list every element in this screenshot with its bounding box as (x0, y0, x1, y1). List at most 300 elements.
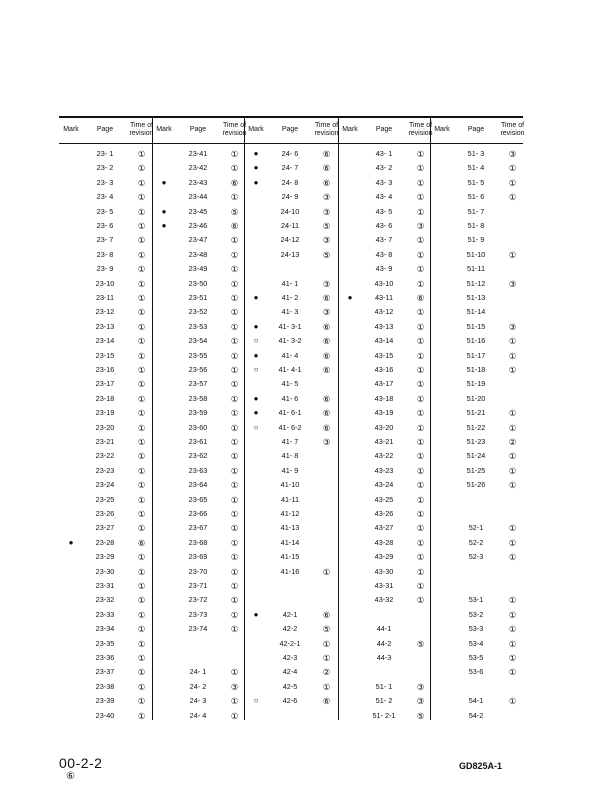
table-row (244, 349, 337, 363)
table-row (338, 622, 431, 636)
page-cell: 51-21 (466, 408, 486, 418)
header-mark: Mark (156, 126, 172, 133)
table-row (244, 277, 337, 291)
page-cell (454, 680, 498, 694)
revision-cell: ① (416, 163, 425, 174)
page-cell: 23-42 (188, 163, 208, 173)
revision-cell: ⑤ (416, 638, 425, 649)
revision-mark (430, 277, 454, 291)
revision-mark (152, 507, 176, 521)
table-row (244, 507, 337, 521)
table-row (59, 219, 152, 233)
revision-cell: ③ (230, 681, 239, 692)
revision-cell: ① (508, 624, 517, 635)
page-cell: 53-4 (468, 638, 484, 648)
revision-mark (152, 406, 176, 420)
revision-mark (152, 305, 176, 319)
table-row (152, 190, 245, 204)
table-row (338, 449, 431, 463)
revision-cell (312, 709, 341, 723)
revision-mark (430, 435, 454, 449)
table-row (59, 291, 152, 305)
table-row (430, 464, 523, 478)
page-number: 00-2-2 (59, 755, 103, 771)
revision-cell: ① (137, 221, 146, 231)
table-row (244, 665, 337, 679)
table-row (244, 637, 337, 651)
revision-cell: ① (508, 336, 517, 347)
table-row (244, 565, 337, 579)
revision-mark (338, 205, 362, 219)
page-cell: 23-14 (95, 336, 115, 346)
page-cell: 23-49 (188, 264, 208, 274)
revision-mark (59, 694, 83, 708)
revision-cell: ① (230, 307, 239, 318)
revision-mark (59, 593, 83, 607)
revision-cell: ② (508, 437, 517, 447)
table-row (244, 305, 337, 319)
table-row (59, 680, 152, 694)
revision-mark (430, 363, 454, 377)
page-cell: 23-12 (95, 307, 115, 317)
revision-cell: ① (137, 408, 146, 419)
page-cell: 51- 2 (375, 696, 393, 706)
table-row (59, 161, 152, 175)
revision-mark (430, 651, 454, 665)
page-cell (362, 665, 406, 679)
revision-mark (338, 665, 362, 679)
revision-cell: ① (137, 264, 146, 275)
table-header-rule (59, 143, 523, 144)
page-cell: 51-24 (466, 451, 486, 461)
page-cell: 23-18 (95, 393, 115, 403)
table-row (59, 277, 152, 291)
revision-mark (59, 147, 83, 161)
table-row (430, 190, 523, 204)
revision-cell: ① (137, 710, 146, 721)
page-cell (268, 262, 312, 276)
page-cell: 51-12 (466, 278, 486, 288)
table-row (338, 406, 431, 420)
table-row (152, 709, 245, 723)
page-cell: 41-16 (280, 566, 300, 576)
revision-cell: ① (137, 494, 146, 505)
revision-mark (430, 507, 454, 521)
revision-cell: ⑥ (322, 321, 331, 332)
revision-cell: ① (508, 638, 517, 649)
table-row (152, 349, 245, 363)
revision-cell: ⑥ (322, 696, 331, 707)
revision-cell: ① (230, 494, 239, 505)
revision-cell: ⑥ (322, 422, 331, 433)
table-row (152, 161, 245, 175)
revision-cell: ① (137, 393, 146, 404)
revision-cell: ① (508, 653, 517, 663)
table-row (59, 579, 152, 593)
revision-cell: ① (137, 321, 146, 332)
table-row (152, 392, 245, 406)
revision-mark (244, 507, 268, 521)
revision-mark (430, 680, 454, 694)
revision-cell: ⑥ (322, 350, 331, 361)
revision-cell: ① (137, 523, 146, 534)
revision-cell: ① (508, 609, 517, 620)
revision-mark (59, 305, 83, 319)
revision-mark (430, 190, 454, 204)
page-cell: 51- 6 (467, 192, 485, 202)
revision-mark (338, 435, 362, 449)
table-row (244, 334, 337, 348)
page-cell: 42-6 (282, 696, 298, 706)
revision-cell: ① (137, 566, 146, 577)
revision-cell (312, 536, 341, 550)
revision-cell: ① (230, 696, 239, 707)
revision-cell (498, 219, 527, 233)
revision-mark (430, 622, 454, 636)
page-cell: 23-74 (188, 624, 208, 634)
page-cell: 23- 1 (96, 149, 114, 158)
page-cell: 42-4 (282, 667, 298, 677)
page-cell (176, 637, 220, 651)
table-row (338, 478, 431, 492)
revision-cell: ① (230, 408, 239, 419)
revision-mark (152, 694, 176, 708)
table-row (430, 205, 523, 219)
revision-mark (338, 579, 362, 593)
table-row (152, 363, 245, 377)
revision-mark (152, 291, 176, 305)
revision-cell: ① (230, 336, 239, 347)
table-row (338, 305, 431, 319)
page-cell: 23-36 (95, 653, 115, 662)
table-row (244, 622, 337, 636)
table-row (152, 277, 245, 291)
page-cell: 44-1 (376, 624, 392, 634)
revision-mark: ● (253, 163, 259, 173)
revision-cell: ① (416, 379, 425, 390)
revision-cell: ① (416, 595, 425, 606)
revision-cell: ① (230, 624, 239, 635)
revision-cell: ① (230, 321, 239, 332)
revision-cell: ① (322, 638, 331, 649)
page-cell: 23-35 (95, 638, 115, 648)
table-row (244, 435, 337, 449)
revision-cell: ① (508, 163, 517, 174)
revision-mark: ● (253, 177, 259, 187)
revision-mark (244, 579, 268, 593)
revision-cell: ⑤ (416, 710, 425, 721)
revision-cell: ② (322, 667, 331, 678)
table-row (338, 579, 431, 593)
revision-cell: ① (137, 696, 146, 707)
table-row (430, 248, 523, 262)
table-row (152, 637, 245, 651)
page-cell: 23-68 (188, 537, 208, 547)
revision-mark (244, 478, 268, 492)
revision-cell: ⑥ (137, 537, 146, 548)
revision-cell: ① (508, 552, 517, 563)
revision-cell: ① (230, 293, 239, 303)
page-revision-mark: ⑥ (66, 771, 75, 782)
table-row (338, 694, 431, 708)
model-code: GD825A-1 (459, 761, 503, 771)
revision-cell: ① (416, 350, 425, 361)
revision-mark (59, 493, 83, 507)
table-row (430, 349, 523, 363)
page-cell: 24-10 (280, 206, 300, 216)
revision-mark (59, 205, 83, 219)
page-cell: 43-21 (374, 437, 394, 446)
revision-mark (338, 680, 362, 694)
revision-mark (244, 190, 268, 204)
revision-mark (59, 709, 83, 723)
revision-mark (338, 190, 362, 204)
page-cell: 23-22 (95, 451, 115, 461)
revision-mark (59, 637, 83, 651)
page-cell: 42-5 (282, 681, 298, 691)
revision-cell: ③ (322, 307, 331, 318)
revision-mark (244, 550, 268, 564)
revision-mark (430, 665, 454, 679)
table-row (59, 637, 152, 651)
revision-cell: ⑥ (322, 149, 331, 159)
table-row (152, 579, 245, 593)
revision-mark (244, 680, 268, 694)
table-row (338, 637, 431, 651)
table-row (244, 190, 337, 204)
page-cell: 23-41 (188, 149, 208, 158)
table-row (152, 248, 245, 262)
revision-mark (430, 161, 454, 175)
page-cell: 23-40 (95, 710, 115, 720)
revision-mark (244, 449, 268, 463)
table-row (430, 320, 523, 334)
table-row (152, 464, 245, 478)
page-cell: 23- 9 (96, 264, 114, 274)
page-cell: 43- 6 (375, 221, 393, 230)
page-cell: 54-1 (468, 696, 484, 706)
page-cell: 44-3 (376, 653, 392, 662)
table-row (59, 709, 152, 723)
page-cell: 43-20 (374, 422, 394, 432)
page-cell: 51- 2-1 (372, 710, 396, 720)
table-row (338, 651, 431, 665)
revision-cell: ① (137, 681, 146, 692)
revision-cell: ① (230, 552, 239, 563)
revision-mark (338, 536, 362, 550)
revision-mark (152, 435, 176, 449)
table-row (430, 291, 523, 305)
revision-mark (338, 622, 362, 636)
table-row (338, 709, 431, 723)
revision-mark (430, 421, 454, 435)
revision-cell: ① (508, 696, 517, 707)
revision-cell: ① (230, 595, 239, 606)
table-row (152, 493, 245, 507)
revision-mark (59, 435, 83, 449)
revision-cell (312, 507, 341, 521)
revision-mark (59, 622, 83, 636)
revision-mark (152, 363, 176, 377)
revision-cell: ① (508, 177, 517, 188)
page-cell: 53-6 (468, 667, 484, 677)
table-row (152, 320, 245, 334)
page-cell: 23-26 (95, 509, 115, 518)
page-cell: 23-60 (188, 422, 208, 432)
revision-mark (244, 637, 268, 651)
revision-mark (244, 622, 268, 636)
revision-mark (338, 277, 362, 291)
table-row (430, 651, 523, 665)
table-row (59, 349, 152, 363)
page-cell: 43-19 (374, 408, 394, 418)
page-cell: 51-11 (466, 264, 486, 274)
table-row (430, 665, 523, 679)
page-cell: 51- 7 (467, 206, 485, 216)
revision-cell: ① (137, 149, 146, 159)
table-row (152, 694, 245, 708)
page-cell: 52-1 (468, 523, 484, 533)
table-row (244, 320, 337, 334)
revision-mark (430, 709, 454, 723)
table-row (338, 507, 431, 521)
revision-mark (59, 521, 83, 535)
page-cell: 43-13 (374, 321, 394, 331)
page-cell (268, 579, 312, 593)
revision-mark (244, 493, 268, 507)
page-cell: 23-13 (95, 321, 115, 331)
page-cell: 54-2 (468, 710, 484, 720)
header-page: Page (96, 126, 114, 133)
revision-mark (59, 248, 83, 262)
revision-mark (152, 565, 176, 579)
table-row (338, 550, 431, 564)
revision-cell: ① (137, 163, 146, 174)
revision-cell: ① (416, 235, 425, 246)
table-row (338, 147, 431, 161)
table-row (338, 190, 431, 204)
table-row (152, 608, 245, 622)
revision-mark (338, 219, 362, 233)
table-row (59, 334, 152, 348)
header-mark: Mark (342, 126, 358, 133)
revision-mark (338, 507, 362, 521)
table-row (244, 219, 337, 233)
revision-mark (59, 176, 83, 190)
table-row (152, 665, 245, 679)
revision-mark (152, 665, 176, 679)
revision-mark (244, 536, 268, 550)
page-cell: 24- 3 (189, 696, 207, 706)
revision-mark (152, 248, 176, 262)
revision-cell: ① (230, 667, 239, 678)
revision-mark (152, 579, 176, 593)
revision-cell: ⑥ (322, 609, 331, 620)
revision-mark (430, 565, 454, 579)
page-cell (268, 593, 312, 607)
table-row (244, 363, 337, 377)
table-row (244, 694, 337, 708)
revision-cell: ① (416, 249, 425, 260)
page-cell: 23-43 (188, 177, 208, 187)
revision-mark (338, 608, 362, 622)
revision-cell: ① (508, 595, 517, 606)
table-row (152, 262, 245, 276)
table-row (244, 709, 337, 723)
revision-cell: ① (230, 437, 239, 447)
page-cell: 43-25 (374, 494, 394, 504)
revision-mark (59, 291, 83, 305)
page-cell: 23-20 (95, 422, 115, 432)
page-cell: 23-58 (188, 393, 208, 403)
revision-mark (244, 205, 268, 219)
revision-mark (59, 449, 83, 463)
page-cell: 41- 6-2 (278, 422, 302, 432)
table-row (244, 449, 337, 463)
revision-cell: ① (137, 278, 146, 289)
revision-cell: ① (416, 537, 425, 548)
page-cell: 23-70 (188, 566, 208, 576)
page-cell: 43- 8 (375, 249, 393, 259)
table-row (152, 622, 245, 636)
table-row (338, 593, 431, 607)
revision-mark (430, 694, 454, 708)
table-row (430, 334, 523, 348)
table-row (59, 536, 152, 550)
header-mark: Mark (434, 126, 450, 133)
revision-mark: ● (253, 293, 259, 302)
revision-cell: ① (230, 393, 239, 404)
revision-cell: ① (416, 365, 425, 375)
revision-mark (244, 593, 268, 607)
revision-mark (338, 709, 362, 723)
table-row (59, 593, 152, 607)
page-cell: 23-19 (95, 408, 115, 418)
revision-cell (498, 262, 527, 276)
page-cell: 23-67 (188, 523, 208, 533)
revision-mark (430, 377, 454, 391)
revision-mark (338, 320, 362, 334)
table-row (59, 233, 152, 247)
table-row (338, 161, 431, 175)
page-cell: 23-37 (95, 667, 115, 677)
revision-cell: ① (230, 523, 239, 534)
revision-cell: ③ (322, 206, 331, 217)
table-row (152, 205, 245, 219)
revision-mark: ● (161, 177, 167, 187)
revision-cell: ⑥ (230, 177, 239, 188)
table-row (430, 521, 523, 535)
revision-mark (338, 421, 362, 435)
revision-mark (338, 406, 362, 420)
revision-cell: ③ (508, 321, 517, 332)
page-cell: 24- 2 (189, 681, 207, 691)
page-cell: 41- 5 (281, 379, 299, 389)
table-row (430, 406, 523, 420)
revision-mark (430, 262, 454, 276)
table-row (152, 550, 245, 564)
revision-cell: ① (416, 278, 425, 289)
table-row (430, 593, 523, 607)
page-cell: 23- 7 (96, 235, 114, 245)
revision-cell: ① (230, 566, 239, 577)
revision-mark (338, 651, 362, 665)
revision-mark (59, 550, 83, 564)
revision-cell: ① (508, 350, 517, 361)
page-cell: 23- 6 (96, 221, 114, 230)
table-row (244, 680, 337, 694)
revision-mark (430, 550, 454, 564)
